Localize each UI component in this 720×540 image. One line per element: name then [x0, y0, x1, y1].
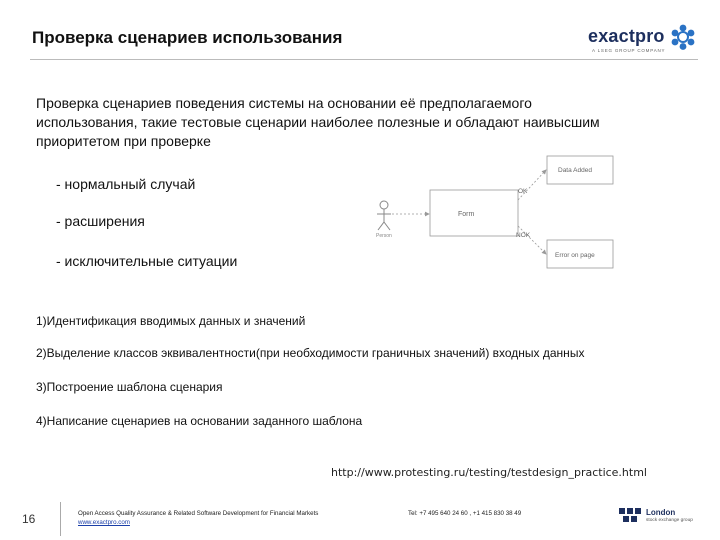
lse-emblem-icon [618, 506, 642, 526]
step-4: 4)Написание сценариев на основании заданного шаблона [36, 414, 363, 428]
page-number: 16 [22, 512, 36, 526]
nok-label: NOK [516, 232, 531, 239]
intro-paragraph: Проверка сценариев поведения системы на основании её предполагаемого использования, такие тестовые сценарии наиболее полезные и обладают наивысшим приоритетом при проверке [36, 95, 600, 149]
logo-wordmark: exactpro [588, 26, 665, 46]
nok-arrow [518, 226, 546, 254]
error-label: Error on page [555, 252, 595, 259]
exactpro-emblem-icon [670, 24, 696, 50]
success-label: Data Added [558, 167, 592, 174]
source-link[interactable]: http://www.protesting.ru/testing/testdesign_practice.html [331, 466, 647, 479]
use-case-diagram [370, 150, 620, 280]
header-divider [30, 59, 698, 60]
lse-group-name: stock exchange group [646, 518, 693, 523]
footer-website-link[interactable]: www.exactpro.com [78, 519, 130, 526]
ok-label: OK [518, 188, 528, 195]
ok-arrow [518, 170, 546, 200]
step-1: 1)Идентификация вводимых данных и значений [36, 314, 306, 328]
footer-company-text: Open Access Quality Assurance & Related Software Development for Financial Markets [78, 510, 319, 517]
actor-person [377, 201, 391, 230]
bullet-normal-case: - нормальный случай [56, 176, 196, 192]
exactpro-logo [588, 22, 698, 58]
footer-telephone: Tel: +7 495 640 24 60 , +1 415 830 38 49 [408, 510, 522, 517]
bullet-exceptions: - исключительные ситуации [56, 253, 238, 269]
actor-label: Person [376, 233, 392, 239]
lse-city-name: London [646, 508, 676, 517]
step-2: 2)Выделение классов эквивалентности(при необходимости граничных значений) входных данных [36, 346, 585, 360]
page-title: Проверка сценариев использования [32, 28, 343, 47]
bullet-extensions: - расширения [56, 213, 145, 229]
footer-divider [60, 502, 61, 536]
logo-subtext: A LSEG GROUP COMPANY [592, 48, 666, 53]
form-label: Form [458, 211, 475, 218]
step-3: 3)Построение шаблона сценария [36, 380, 223, 394]
